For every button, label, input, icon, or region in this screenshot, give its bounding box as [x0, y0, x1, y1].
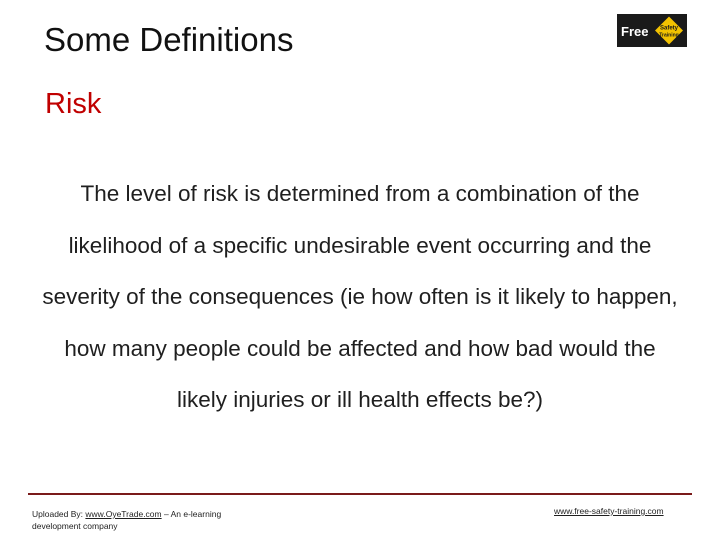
footer-credit — [32, 508, 272, 532]
logo-word-training: Training — [659, 32, 679, 39]
oyetrade-link[interactable]: www.OyeTrade.com — [85, 509, 162, 519]
page-title: Some Definitions — [44, 21, 294, 58]
free-safety-training-logo — [617, 14, 687, 47]
free-safety-training-link[interactable]: www.free-safety-training.com — [554, 506, 664, 516]
logo-word-safety: Safety — [659, 25, 679, 32]
footer-divider — [28, 493, 692, 495]
footer-credit-prefix: Uploaded By: — [32, 509, 86, 519]
section-heading: Risk — [45, 88, 102, 120]
definition-paragraph: The level of risk is determined from a combination of the likelihood of a specific undesirable event occurring and the severity of the consequences (ie how often is it likely to happen, how many people could be affected and how bad would the likely injuries or ill health effects be?) — [42, 181, 678, 412]
logo-word-free: Free — [621, 24, 649, 39]
footer-credit-suffix: – An e-learning development company — [32, 509, 222, 531]
